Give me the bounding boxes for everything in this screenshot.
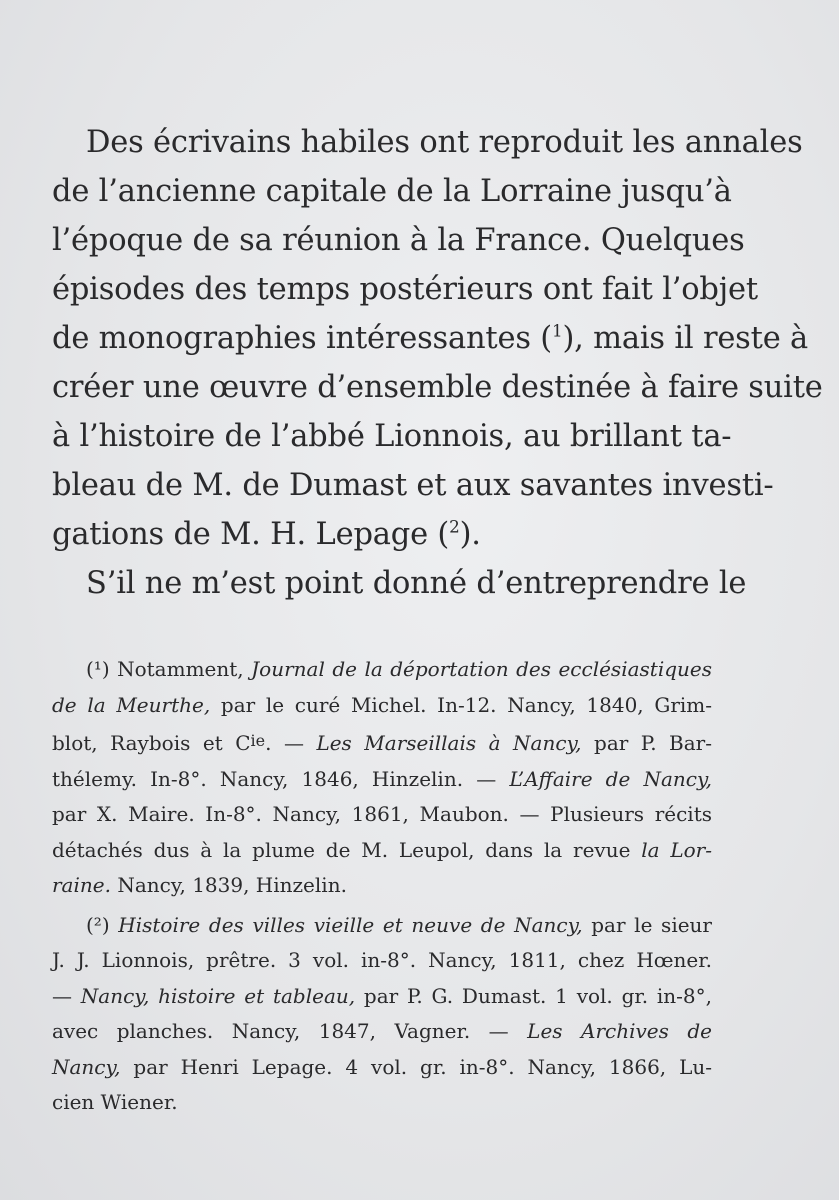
body-line-5: de monographies intéressantes ($^1$), mais il reste à <box>52 320 809 356</box>
footnote-1 <box>52 652 712 904</box>
footnote-line: (²) Histoire des villes vieille et neuve de Nancy, par le sieur <box>86 912 712 937</box>
footnote-line: J. J. Lionnois, prêtre. 3 vol. in-8°. Nancy, 1811, chez Hœner. <box>52 948 712 972</box>
footnote-line: (¹) Notamment, Journal de la déportation des ecclésiastiques <box>86 657 712 681</box>
footnote-ref-2: 2 <box>449 516 460 537</box>
body-line-2: de l’ancienne capitale de la Lorraine jusqu’à <box>52 174 732 209</box>
footnote-line: blot, Raybois et $C^{ie}$. — Les Marseillais à Nancy, par P. Bar- <box>52 731 712 755</box>
footnote-2 <box>52 908 712 1121</box>
footnote-line: cien Wiener. <box>52 1090 178 1114</box>
footnote-line: avec planches. Nancy, 1847, Vagner. — Les Archives de <box>52 1019 712 1043</box>
body-line-10: S’il ne m’est point donné d’entreprendre le <box>86 566 747 601</box>
footnote-line: de la Meurthe, par le curé Michel. In-12. Nancy, 1840, Grim- <box>52 692 712 717</box>
footnote-line: par X. Maire. In-8°. Nancy, 1861, Maubon. — Plusieurs récits <box>52 802 712 826</box>
body-line-6: créer une œuvre d’ensemble destinée à faire suite <box>52 370 823 405</box>
footnote-line: Nancy, par Henri Lepage. 4 vol. gr. in-8°. Nancy, 1866, Lu- <box>52 1054 712 1079</box>
main-paragraph <box>52 118 823 608</box>
footnotes <box>52 652 712 1121</box>
footnote-line: — Nancy, histoire et tableau, par P. G. Dumast. 1 vol. gr. in-8°, <box>52 983 712 1008</box>
body-line-3: l’époque de sa réunion à la France. Quelques <box>52 223 745 258</box>
footnote-line: détachés dus à la plume de M. Leupol, dans la revue la Lor- <box>52 837 712 862</box>
footnote-line: thélemy. In-8°. Nancy, 1846, Hinzelin. — L’Affaire de Nancy, <box>52 766 712 791</box>
body-line-9: gations de M. H. Lepage ($^2$). <box>52 516 481 552</box>
bleed-through-text <box>0 0 839 110</box>
body-line-1: Des écrivains habiles ont reproduit les annales <box>86 125 803 160</box>
footnote-line: raine. Nancy, 1839, Hinzelin. <box>52 873 347 897</box>
footnote-ref-1: 1 <box>551 320 563 341</box>
body-line-8: bleau de M. de Dumast et aux savantes investi- <box>52 468 774 503</box>
body-line-7: à l’histoire de l’abbé Lionnois, au brillant ta- <box>52 419 732 454</box>
body-line-4: épisodes des temps postérieurs ont fait l’objet <box>52 272 758 307</box>
